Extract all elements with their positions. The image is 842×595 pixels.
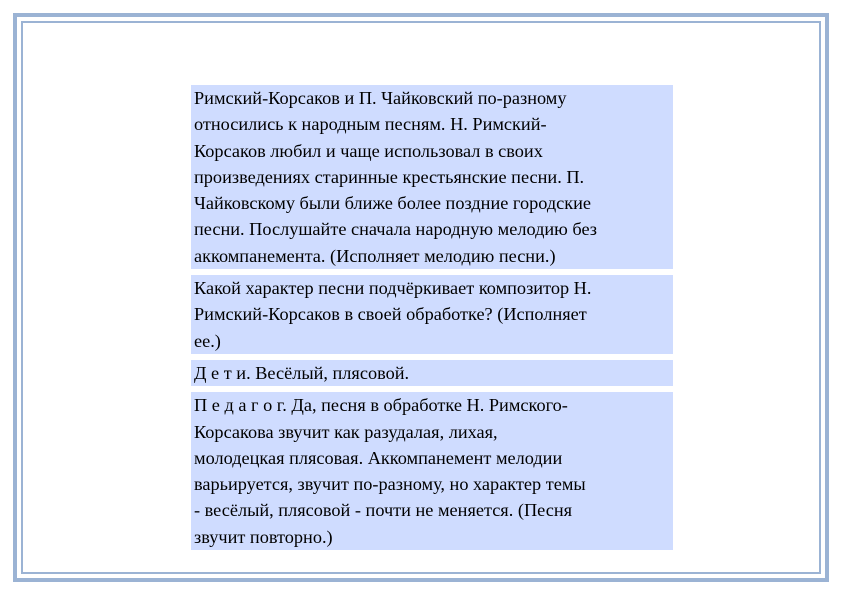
paragraph-intro: Римский-Корсаков и П. Чайковский по-разному относились к народным песням. Н. Римский- Корсаков любил и чаще использовал в своих произведениях старинные крестьянские песни. П. Чайковскому были ближе более поздние городские песни. Послушайте сначала народную мелодию без аккомпанемента. (Исполняет мелодию песни.): [191, 85, 673, 269]
text-block: [191, 85, 673, 550]
paragraph-children-answer: Д е т и. Весёлый, плясовой.: [191, 360, 673, 386]
paragraph-teacher-answer: П е д а г о г. Да, песня в обработке Н. Римского- Корсакова звучит как разудалая, лихая, молодецкая плясовая. Аккомпанемент мелодии варьируется, звучит по-разному, но характер темы - весёлый, плясовой - почти не меняется. (Песня звучит повторно.): [191, 392, 673, 550]
paragraph-question: Какой характер песни подчёркивает композитор Н. Римский-Корсаков в своей обработке? (Исполняет ее.): [191, 275, 673, 354]
